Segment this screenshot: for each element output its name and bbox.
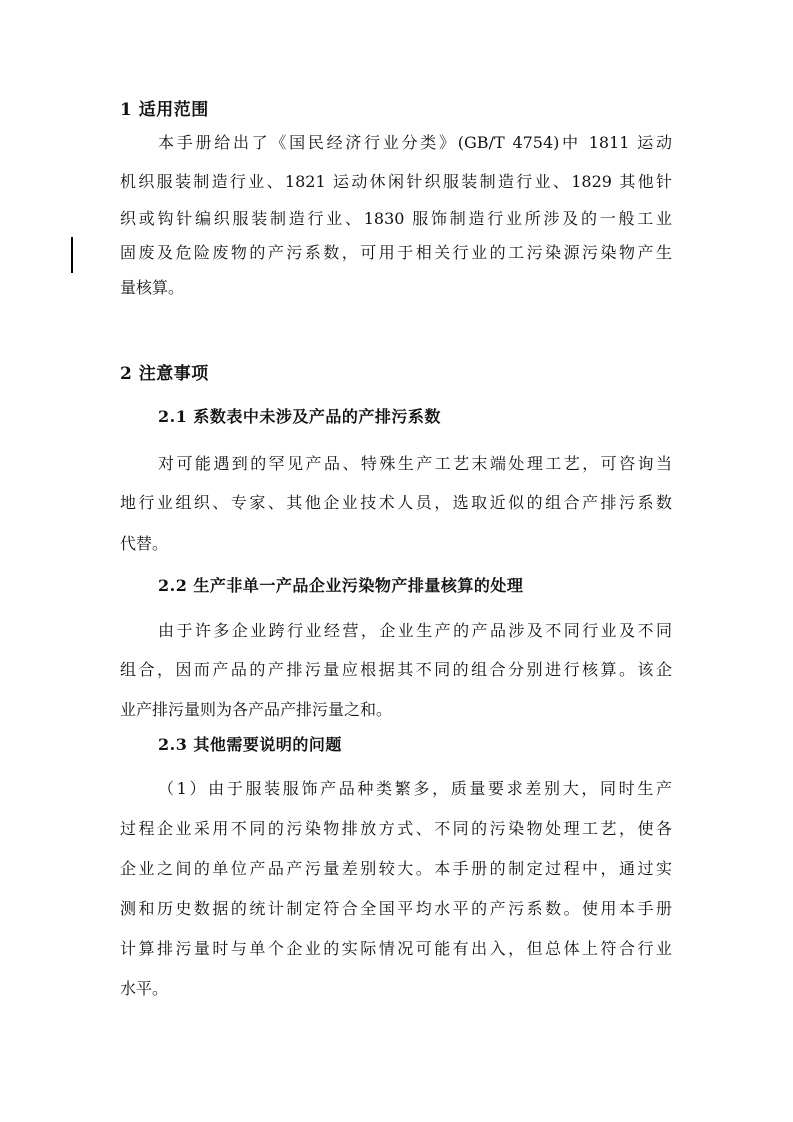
section-2-heading: 2 注意事项 — [120, 364, 209, 384]
subsection-2-2-line-3: 业产排污量则为各产品产排污量之和。 — [120, 700, 393, 719]
subsection-2-3-line-6: 水平。 — [120, 979, 169, 998]
section-1-line-3: 织或钩针编织服装制造行业、1830 服饰制造行业所涉及的一般工业 — [120, 209, 672, 228]
subsection-2-1-line-2: 地行业组织、专家、其他企业技术人员，选取近似的组合产排污系数 — [120, 493, 672, 512]
subsection-2-3-line-2: 过程企业采用不同的污染物排放方式、不同的污染物处理工艺，使各 — [120, 819, 672, 838]
subsection-2-1-heading: 2.1 系数表中未涉及产品的产排污系数 — [158, 407, 441, 426]
subsection-2-3-line-5: 计算排污量时与单个企业的实际情况可能有出入，但总体上符合行业 — [120, 939, 672, 958]
subsection-2-2-heading: 2.2 生产非单一产品企业污染物产排量核算的处理 — [158, 576, 524, 595]
section-1-line-2: 机织服装制造行业、1821 运动休闲针织服装制造行业、1829 其他针 — [120, 172, 672, 191]
subsection-2-1-line-1: 对可能遇到的罕见产品、特殊生产工艺末端处理工艺，可咨询当 — [158, 454, 672, 473]
subsection-2-3-line-1: （1）由于服装服饰产品种类繁多，质量要求差别大，同时生产 — [158, 779, 672, 798]
section-1-line-1: 本手册给出了《国民经济行业分类》(GB/T 4754)中 1811 运动 — [158, 133, 672, 152]
subsection-2-2-line-1: 由于许多企业跨行业经营，企业生产的产品涉及不同行业及不同 — [158, 621, 672, 640]
section-1-line-4: 固废及危险废物的产污系数，可用于相关行业的工污染源污染物产生 — [120, 243, 672, 262]
subsection-2-3-line-4: 测和历史数据的统计制定符合全国平均水平的产污系数。使用本手册 — [120, 899, 672, 918]
section-1-line-5: 量核算。 — [120, 278, 185, 297]
revision-bar — [71, 237, 73, 273]
subsection-2-2-line-2: 组合，因而产品的产排污量应根据其不同的组合分别进行核算。该企 — [120, 660, 672, 679]
section-1-heading: 1 适用范围 — [120, 100, 209, 120]
subsection-2-3-heading: 2.3 其他需要说明的问题 — [158, 735, 342, 754]
subsection-2-1-line-3: 代替。 — [120, 534, 169, 553]
subsection-2-3-line-3: 企业之间的单位产品产污量差别较大。本手册的制定过程中，通过实 — [120, 859, 672, 878]
